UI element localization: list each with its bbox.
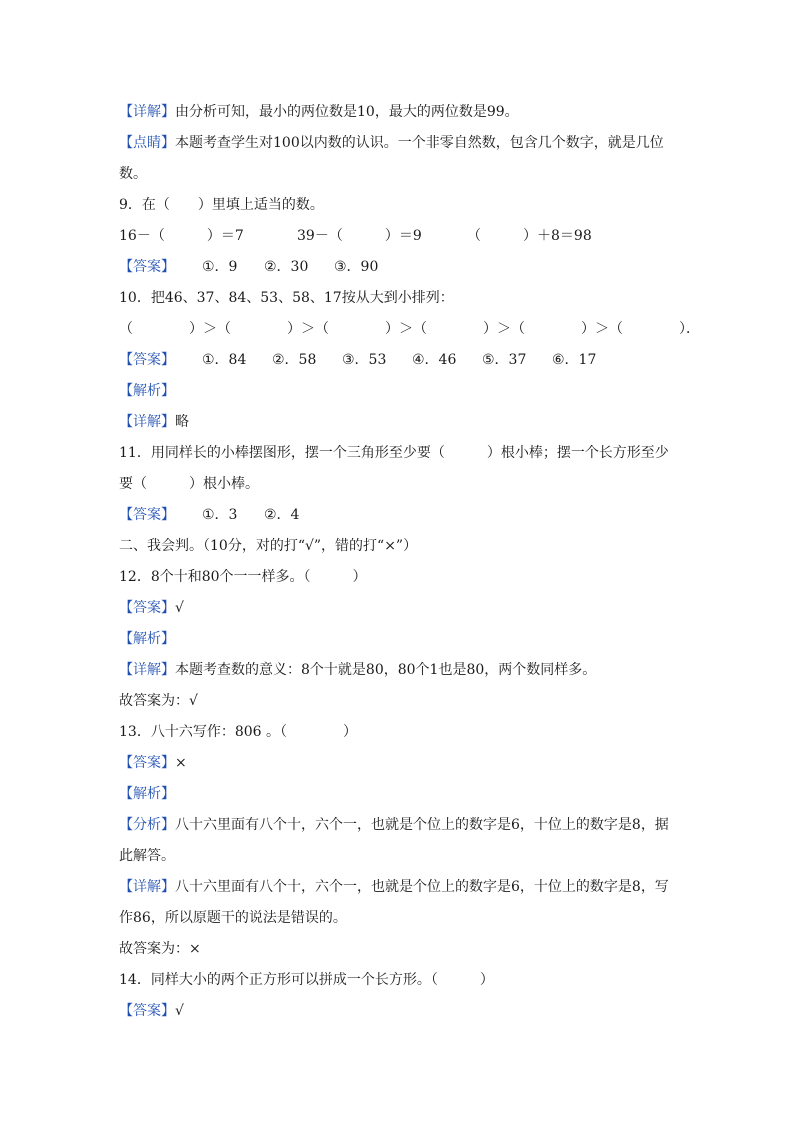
question-10-blanks: （ ）＞（ ）＞（ ）＞（ ）＞（ ）＞（ ）． bbox=[119, 321, 700, 337]
answer-11 bbox=[119, 505, 299, 525]
detail-text: 八十六里面有八个十，六个一，也就是个位上的数字是6，十位上的数字是8，写 bbox=[175, 879, 669, 895]
question-10: 10．把46、37、84、53、58、17按从大到小排列： bbox=[119, 290, 454, 306]
question-13: 13．八十六写作：806 。（ ） bbox=[119, 724, 357, 740]
detail-tag: 【详解】 bbox=[119, 414, 175, 430]
question-11: 11．用同样长的小棒摆图形，摆一个三角形至少要（ ）根小棒；摆一个长方形至少 bbox=[119, 445, 669, 461]
analysis-tag-q12: 【解析】 bbox=[119, 631, 175, 647]
answer-tag: 【答案】 bbox=[119, 352, 175, 368]
detail-tag: 【详解】 bbox=[119, 662, 175, 678]
conclusion-12: 故答案为：√ bbox=[119, 693, 198, 709]
answer-9-1: ①．9 bbox=[202, 259, 238, 275]
detail-tag: 【详解】 bbox=[119, 104, 175, 120]
detail-line-q10 bbox=[119, 412, 189, 432]
detail-text: 本题考查数的意义：8个十就是80，80个1也是80，两个数同样多。 bbox=[175, 662, 597, 678]
question-9: 9．在（ ）里填上适当的数。 bbox=[119, 197, 324, 213]
answer-11-2: ②．4 bbox=[264, 507, 300, 523]
answer-10-3: ③．53 bbox=[342, 352, 387, 368]
answer-tag: 【答案】 bbox=[119, 755, 175, 771]
analyze-tag: 【分析】 bbox=[119, 817, 175, 833]
q9-blank-a: 16－（ ）＝7 bbox=[119, 228, 244, 244]
detail-text: 由分析可知，最小的两位数是10，最大的两位数是99。 bbox=[175, 104, 519, 120]
detail-text: 略 bbox=[175, 414, 189, 430]
point-line-q8 bbox=[119, 133, 664, 153]
answer-12 bbox=[119, 598, 184, 618]
detail-line-q12 bbox=[119, 660, 596, 680]
analysis-tag-q13: 【解析】 bbox=[119, 786, 175, 802]
answer-11-1: ①．3 bbox=[202, 507, 238, 523]
analyze-text: 八十六里面有八个十，六个一，也就是个位上的数字是6，十位上的数字是8，据 bbox=[175, 817, 669, 833]
answer-tag: 【答案】 bbox=[119, 259, 175, 275]
answer-12-value: √ bbox=[175, 600, 184, 616]
detail-text-cont: 作86，所以原题干的说法是错误的。 bbox=[119, 910, 347, 926]
answer-tag: 【答案】 bbox=[119, 507, 175, 523]
analysis-tag-q10: 【解析】 bbox=[119, 383, 175, 399]
detail-line-q13 bbox=[119, 877, 669, 897]
answer-tag: 【答案】 bbox=[119, 600, 175, 616]
answer-13-value: × bbox=[175, 755, 187, 771]
answer-10-1: ①．84 bbox=[202, 352, 247, 368]
answer-10-5: ⑤．37 bbox=[482, 352, 527, 368]
answer-tag: 【答案】 bbox=[119, 1003, 175, 1019]
analyze-line-q13 bbox=[119, 815, 669, 835]
answer-10 bbox=[119, 350, 596, 370]
q9-blank-b: 39－（ ）＝9 bbox=[297, 228, 422, 244]
section-2-heading: 二、我会判。（10分，对的打“√”，错的打“×”） bbox=[119, 538, 418, 554]
answer-10-6: ⑥．17 bbox=[552, 352, 597, 368]
point-text: 本题考查学生对100以内数的认识。一个非零自然数，包含几个数字，就是几位 bbox=[175, 135, 664, 151]
answer-9-3: ③．90 bbox=[334, 259, 379, 275]
point-text-cont: 数。 bbox=[119, 166, 147, 182]
detail-line-q8 bbox=[119, 102, 519, 122]
answer-9-2: ②．30 bbox=[264, 259, 309, 275]
q9-blank-c: （ ）＋8＝98 bbox=[467, 228, 592, 244]
answer-13 bbox=[119, 753, 187, 773]
question-14: 14．同样大小的两个正方形可以拼成一个长方形。（ ） bbox=[119, 972, 494, 988]
question-12: 12．8个十和80个一一样多。（ ） bbox=[119, 569, 367, 585]
detail-tag: 【详解】 bbox=[119, 879, 175, 895]
analyze-text-cont: 此解答。 bbox=[119, 848, 175, 864]
conclusion-13: 故答案为：× bbox=[119, 941, 201, 957]
question-11-cont: 要（ ）根小棒。 bbox=[119, 476, 259, 492]
answer-9 bbox=[119, 257, 378, 277]
point-tag: 【点睛】 bbox=[119, 135, 175, 151]
answer-14 bbox=[119, 1001, 184, 1021]
question-9-blanks bbox=[119, 226, 592, 246]
answer-14-value: √ bbox=[175, 1003, 184, 1019]
answer-10-2: ②．58 bbox=[272, 352, 317, 368]
answer-10-4: ④．46 bbox=[412, 352, 457, 368]
